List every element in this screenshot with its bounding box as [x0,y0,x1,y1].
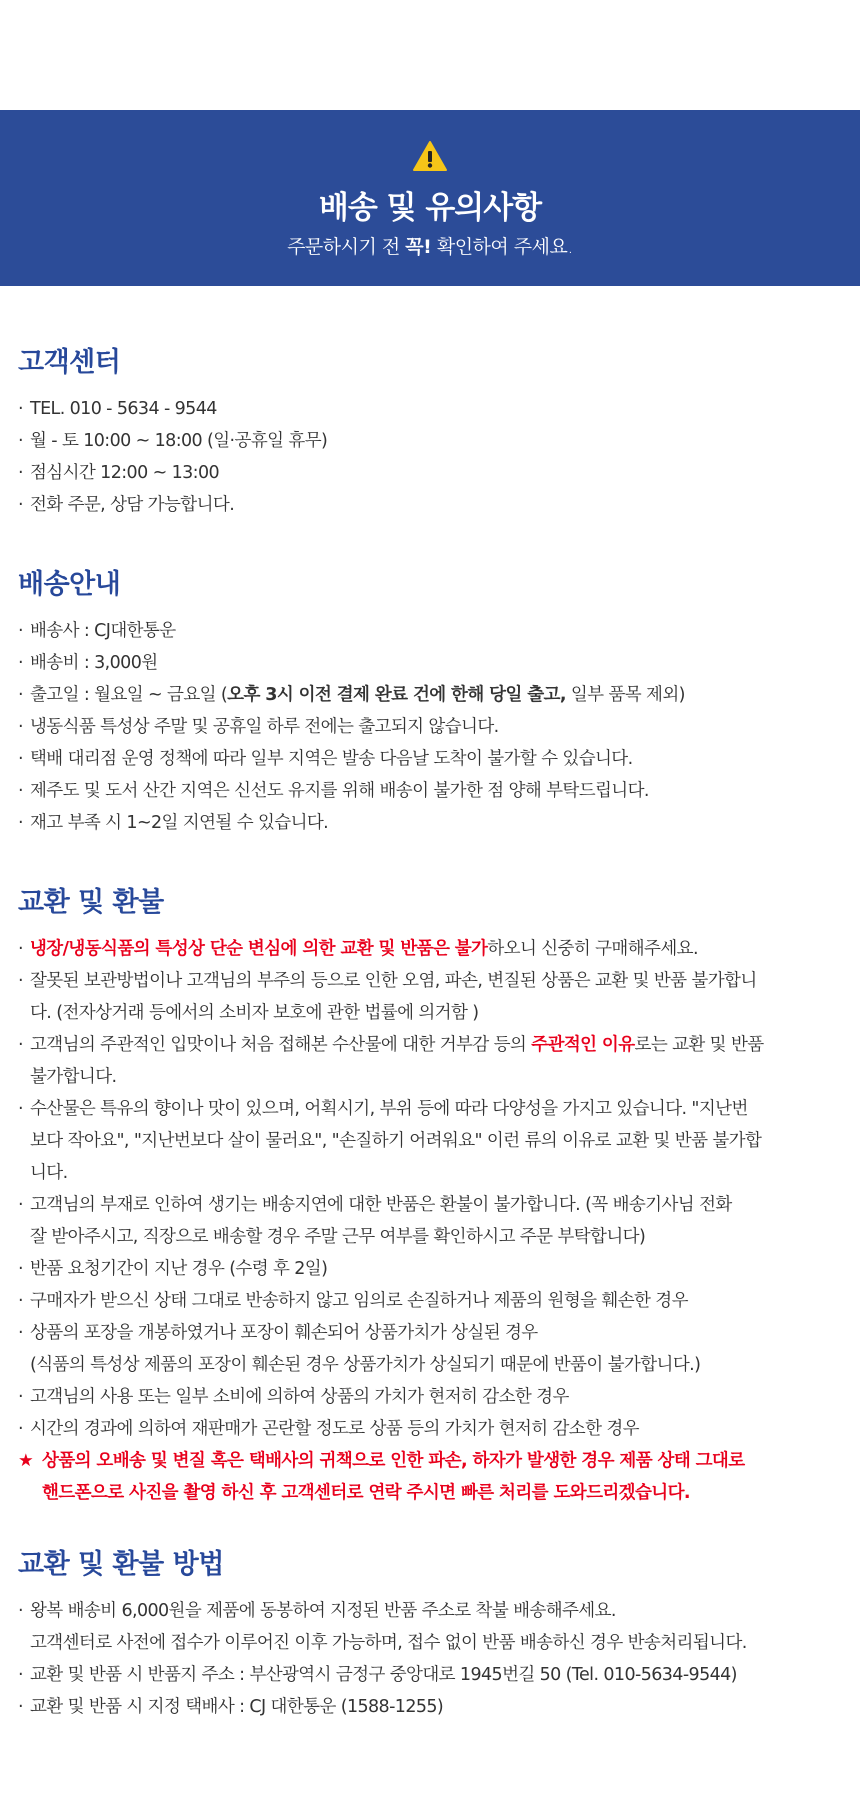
list-item: · 택배 대리점 운영 정책에 따라 일부 지역은 발송 다음날 도착이 불가할 수 있습니다. [18,743,818,775]
section-heading: 고객센터 [18,347,121,378]
section-heading: 배송안내 [18,569,121,600]
warning-text: 주관적인 이유 [531,1035,635,1055]
list-item: · 잘못된 보관방법이나 고객님의 부주의 등으로 인한 오염, 파손, 변질된 상품은 교환 및 반품 불가합니 다. (전자상거래 등에서의 소비자 보호에 관한 법률에 의거함 ) [18,965,818,1029]
list-item: · 시간의 경과에 의하여 재판매가 곤란할 정도로 상품 등의 가치가 현저히 감소한 경우 [18,1413,818,1445]
exchange-refund-section [18,880,818,1509]
warning-icon [412,140,448,172]
customer-center-list [18,393,818,521]
list-item: · 고객님의 사용 또는 일부 소비에 의하여 상품의 가치가 현저히 감소한 경우 [18,1381,818,1413]
exchange-method-section [18,1542,818,1723]
list-item: · 수산물은 특유의 향이나 맛이 있으며, 어획시기, 부위 등에 따라 다양성을 가지고 있습니다. "지난번 보다 작아요", "지난번보다 살이 물러요", "손질하기 어려워요" 이런 류의 이유로 교환 및 반품 불가합 니다. [18,1093,818,1189]
list-item: · 왕복 배송비 6,000원을 제품에 동봉하여 지정된 반품 주소로 착불 배송해주세요. 고객센터로 사전에 접수가 이루어진 이후 가능하며, 접수 없이 반품 배송하신 경우 반송처리됩니다. [18,1595,818,1659]
list-item: · 교환 및 반품 시 반품지 주소 : 부산광역시 금정구 중앙대로 1945번길 50 (Tel. 010-5634-9544) [18,1659,818,1691]
banner-title: 배송 및 유의사항 [318,190,542,226]
banner-subtitle: 주문하시기 전 꼭! 확인하여 주세요. [287,236,573,258]
list-item: · 교환 및 반품 시 지정 택배사 : CJ 대한통운 (1588-1255) [18,1691,818,1723]
list-item: · 제주도 및 도서 산간 지역은 신선도 유지를 위해 배송이 불가한 점 양해 부탁드립니다. [18,775,818,807]
list-item: · 고객님의 부재로 인하여 생기는 배송지연에 대한 반품은 환불이 불가합니다. (꼭 배송기사님 전화 잘 받아주시고, 직장으로 배송할 경우 주말 근무 여부를 확인하시고 주문 부탁합니다) [18,1189,818,1253]
list-item: · 월 - 토 10:00 ~ 18:00 (일·공휴일 휴무) [18,425,818,457]
list-item: · 상품의 포장을 개봉하였거나 포장이 훼손되어 상품가치가 상실된 경우 (식품의 특성상 제품의 포장이 훼손된 경우 상품가치가 상실되기 때문에 반품이 불가합니다.) [18,1317,818,1381]
list-item: · 점심시간 12:00 ~ 13:00 [18,457,818,489]
list-item: · TEL. 010 - 5634 - 9544 [18,393,818,425]
list-item: · 냉장/냉동식품의 특성상 단순 변심에 의한 교환 및 반품은 불가하오니 신중히 구매해주세요. [18,933,818,965]
star-notice: ★ 상품의 오배송 및 변질 혹은 택배사의 귀책으로 인한 파손, 하자가 발생한 경우 제품 상태 그대로 핸드폰으로 사진을 촬영 하신 후 고객센터로 연락 주시면 빠른 처리를 도와드리겠습니다. [18,1445,818,1509]
list-item: · 냉동식품 특성상 주말 및 공휴일 하루 전에는 출고되지 않습니다. [18,711,818,743]
list-item: · 전화 주문, 상담 가능합니다. [18,489,818,521]
warning-text: 냉장/냉동식품의 특성상 단순 변심에 의한 교환 및 반품은 불가 [30,939,488,959]
list-item: · 배송사 : CJ대한통운 [18,615,818,647]
customer-center-section [18,340,818,521]
emphasis-text: 오후 3시 이전 결제 완료 건에 한해 당일 출고, [227,685,566,705]
exchange-list [18,933,818,1509]
section-heading: 교환 및 환불 방법 [18,1549,224,1580]
list-item: · 고객님의 주관적인 입맛이나 처음 접해본 수산물에 대한 거부감 등의 주관적인 이유로는 교환 및 반품 불가합니다. [18,1029,818,1093]
shipping-section [18,562,818,839]
notice-banner [0,110,860,286]
emphasis-text: 꼭! [405,236,432,258]
list-item: · 재고 부족 시 1~2일 지연될 수 있습니다. [18,807,818,839]
list-item: · 배송비 : 3,000원 [18,647,818,679]
section-heading: 교환 및 환불 [18,887,164,918]
list-item: · 구매자가 받으신 상태 그대로 반송하지 않고 임의로 손질하거나 제품의 원형을 훼손한 경우 [18,1285,818,1317]
method-list [18,1595,818,1723]
list-item: · 반품 요청기간이 지난 경우 (수령 후 2일) [18,1253,818,1285]
shipping-list [18,615,818,839]
list-item: · 출고일 : 월요일 ~ 금요일 (오후 3시 이전 결제 완료 건에 한해 당일 출고, 일부 품목 제외) [18,679,818,711]
